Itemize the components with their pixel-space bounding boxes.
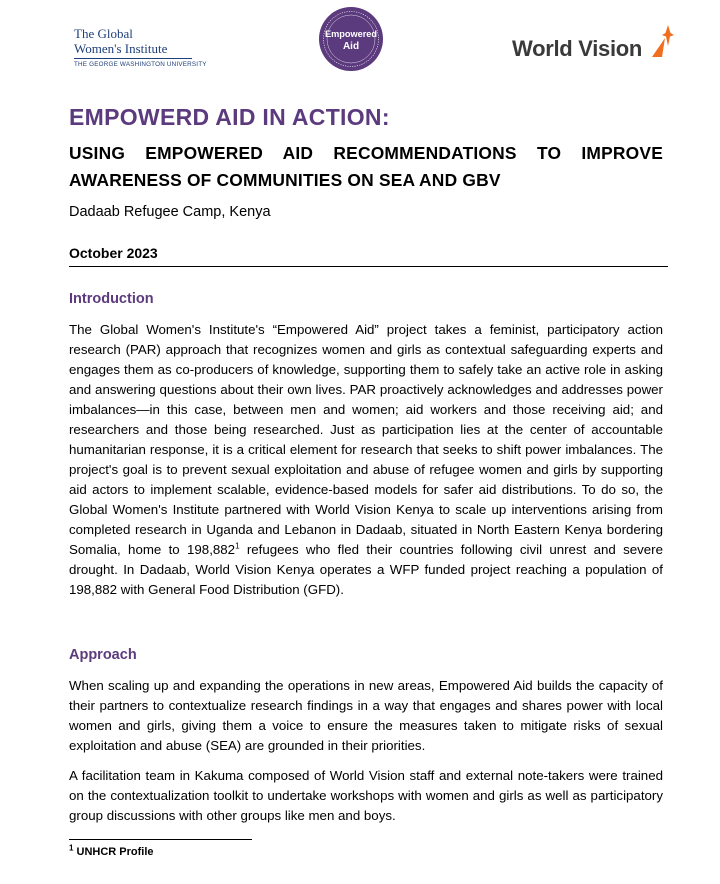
document-title: EMPOWERD AID IN ACTION: — [69, 104, 390, 130]
approach-paragraph-1: When scaling up and expanding the operations in new areas, Empowered Aid builds the capacity of their partners to contextualize research findings in a way that engages and shares power with local women and girls, giving them a voice to ensure the measures taken to mitigate risks of sexual exploitation and abuse (SEA) are grounded in their priorities. — [69, 678, 663, 753]
footnote-text: UNHCR Profile — [73, 846, 154, 858]
ea-logo-line2: Aid — [342, 41, 360, 52]
footnote-divider — [69, 839, 252, 840]
gwi-logo-subline: THE GEORGE WASHINGTON UNIVERSITY — [74, 61, 207, 68]
world-vision-logo-text: World Vision — [512, 36, 643, 61]
approach-paragraph-2: A facilitation team in Kakuma composed of World Vision staff and external note-takers were trained on the contextualization toolkit to undertake workshops with women and girls as well as participatory group discussions with other groups like men and boys. — [69, 768, 663, 823]
document-subtitle: USING EMPOWERED AID RECOMMENDATIONS TO IMPROVE AWARENESS OF COMMUNITIES ON SEA AND GBV — [69, 143, 663, 190]
gwi-logo-line2: Women's Institute — [74, 41, 168, 56]
world-vision-star-icon — [650, 24, 674, 58]
gwi-logo-line1: The Global — [74, 26, 133, 41]
gwi-logo — [74, 26, 207, 68]
ea-logo-line1: Empowered — [324, 29, 378, 39]
introduction-text-part2: refugees who fled their countries following civil unrest and severe drought. In Dadaab, World Vision Kenya operates a WFP funded project reaching a population of 198,882 with General Food Distribution (GFD). — [69, 542, 664, 597]
empowered-aid-logo — [318, 6, 384, 72]
header-divider — [69, 266, 668, 267]
approach-heading: Approach — [69, 647, 137, 663]
document-location: Dadaab Refugee Camp, Kenya — [69, 204, 271, 220]
document-date: October 2023 — [69, 245, 158, 261]
gwi-logo-rule — [74, 58, 192, 59]
introduction-heading: Introduction — [69, 291, 154, 307]
footnote-mark: 1 — [69, 843, 74, 853]
footnote-reference: 1 — [235, 541, 240, 551]
introduction-paragraph — [69, 320, 663, 600]
footnote — [69, 843, 154, 858]
introduction-text-part1: The Global Women's Institute's “Empowered Aid” project takes a feminist, participatory action research (PAR) approach that recognizes women and girls as contextual safeguarding experts and engages them as co-producers of knowledge, supporting them to safely take an active role in asking and answering questions about their own lives. PAR proactively acknowledges and addresses power imbalances—in this case, between men and women; aid workers and those receiving aid; and researchers and those being researched. Just as participation lies at the center of accountable humanitarian response, it is a critical element for research that seeks to shift power imbalances. The project's goal is to prevent sexual exploitation and abuse of refugee women and girls by supporting aid actors to implement scalable, evidence-based models for safer aid distributions. To do so, the Global Women's Institute partnered with World Vision Kenya to scale up interventions arising from completed research in Uganda and Lebanon in Dadaab, situated in North Eastern Kenya bordering Somalia, home to 198,882 — [69, 322, 663, 557]
world-vision-logo — [512, 24, 682, 64]
